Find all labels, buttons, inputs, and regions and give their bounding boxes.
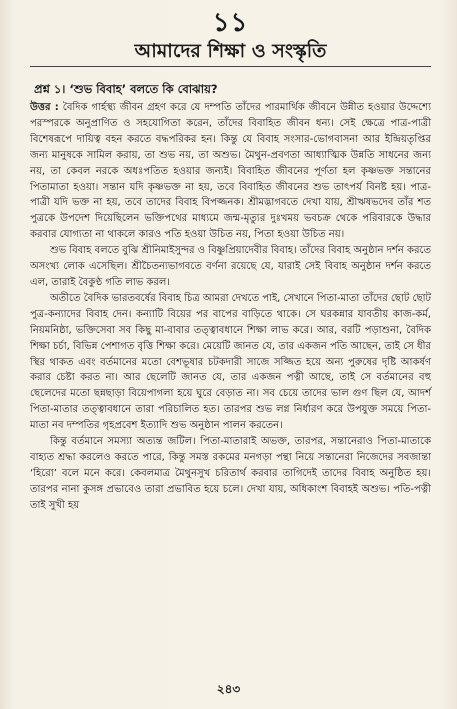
- page-number: ২৪৩: [216, 682, 241, 696]
- paragraph-text: বৈদিক গার্হস্থ্য জীবন গ্রহণ করে যে দম্পতি তাঁদের পারমার্থিক জীবনে উন্নীত হওয়ার উদ্দেশ্যে পরস্পরকে অনুপ্রাণিত ও সহযোগিতা করেন, তাঁদের বিবাহিত জীবন ধন্য। সেই ক্ষেত্রে পাত্র-পাত্রী বিশেষরূপে দায়িত্ব বহন করতে বদ্ধপরিকর হন। কিন্তু যে বিবাহ সংসার-ভোগবাসনা আর ইন্দ্রিয়তৃপ্তির জন্য মানুষকে সামিল করায়, তা শুভ নয়, তা অশুভ। মৈথুন-প্রবণতা আধ্যাত্মিক উন্নতি সাধনের জন্য নয়, তা কেবল নরকে অধঃপতিত হওয়ার জন্যই। বিবাহিত জীবনের পূর্ণতা হল কৃষ্ণভক্ত সন্তানের পিতামাতা হওয়া। সন্তান যদি কৃষ্ণভক্ত না হয়, তবে বিবাহিত জীবনের শুভ তাৎপর্য বিনষ্ট হয়। পাত্র-পাত্রী যদি ভক্ত না হয়, তবে তাদের বিবাহ বিপজ্জনক। শ্রীমদ্ভাগবতে দেখা যায়, শ্রীঋষভদেব তাঁর শত পুত্রকে উপদেশ দিয়েছিলেন ভক্তিপথের মাধ্যমে জন্ম-মৃত্যুর দুঃখময় ভবচক্র থেকে পরিবারকে উদ্ধার করবার যোগ্যতা না থাকলে কারও পতি হওয়া উচিত নয়, পিতা হওয়া উচিত নয়।: [30, 102, 431, 241]
- chapter-number: ১১: [212, 8, 249, 38]
- answer-body: [30, 100, 431, 514]
- title-divider: [30, 66, 431, 67]
- answer-label: উত্তর :: [30, 102, 59, 113]
- answer-paragraph-4: কিন্তু বর্তমানে সমস্যা অত্যন্ত জটিল। পিতা-মাতারাই অভক্ত, তারপর, সন্তানেরাও পিতা-মাতাকে বাহ্যত শ্রদ্ধা করলেও করতে পারে, কিন্তু সমস্ত রকমের মনগড়া পন্থা নিয়ে সন্তানেরা নিজেদের সবজান্তা ‘হিরো’ বলে মনে করে। কেবলমাত্র মৈথুনসুখ চরিতার্থ করবার তাগিদেই তাদের বিবাহ অনুষ্ঠিত হয়। তারপর নানা কুসঙ্গ প্রভাবেও তারা প্রভাবিত হয়ে চলে। দেখা যায়, অধিকাংশ বিবাহই অশুভ। পতি-পত্নী তাই সুখী হয়: [30, 436, 431, 511]
- chapter-title: আমাদের শিক্ষা ও সংস্কৃতি: [134, 40, 327, 62]
- answer-paragraph-2: শুভ বিবাহ বলতে বুঝি শ্রীনিমাইসুন্দর ও বিষ্ণুপ্রিয়াদেবীর বিবাহ। তাঁদের বিবাহ অনুষ্ঠান দর্শন করতে অসংখ্য লোক এসেছিল। শ্রীচৈতন্যভাগবতে বর্ণনা রয়েছে যে, যারাই সেই বিবাহ অনুষ্ঠান দর্শন করতে এল, তারাই বৈকুণ্ঠ গতি লাভ করল।: [30, 245, 431, 288]
- answer-paragraph-1: [30, 100, 431, 243]
- question-heading: প্রশ্ন ১। ‘শুভ বিবাহ’ বলতে কি বোঝায়?: [34, 82, 218, 96]
- answer-paragraph-3: অতীতে বৈদিক ভারতবর্ষের বিবাহ চিত্র আমরা দেখতে পাই, সেখানে পিতা-মাতা তাঁদের ছোট ছোট পুত্র-কন্যাদের বিবাহ দেন। কন্যাটি বিয়ের পর বাপের বাড়িতে থাকে। সে ঘরকন্নার যাবতীয় কাজ-কর্ম, নিয়মনিষ্ঠা, ভক্তিসেবা সব কিছু মা-বাবার তত্ত্বাবধানে শিক্ষা লাভ করে। আর, বরটি পড়াশুনা, বৈদিক শিক্ষা চর্চা, বিভিন্ন পেশাগত বৃত্তি শিক্ষা করে। মেয়েটি জানত যে, তার একজন পতি আছেন, তাই সে ধীর স্থির থাকত এবং বর্তমানের মতো বেশভূষার চটকদারী সাজে সজ্জিত হয়ে অন্য পুরুষের দৃষ্টি আকর্ষণ করার চেষ্টা করত না। আর ছেলেটি জানত যে, তার একজন পত্নী আছে, তাই সে বর্তমানের বহু ছেলেদের মতো ছন্নছাড়া বিয়েপাগলা হয়ে ঘুরে বেড়াত না। সব চেয়ে তাদের ভাল গুণ ছিল যে, আদর্শ পিতা-মাতার তত্ত্বাবধানে তারা পরিচালিত হত। তারপর শুভ লগ্ন নির্ধারণ করে উপযুক্ত সময়ে পিতা-মাতা নব দম্পতির গৃহপ্রবেশ ইত্যাদি শুভ অনুষ্ঠান পালন করতেন।: [30, 292, 431, 432]
